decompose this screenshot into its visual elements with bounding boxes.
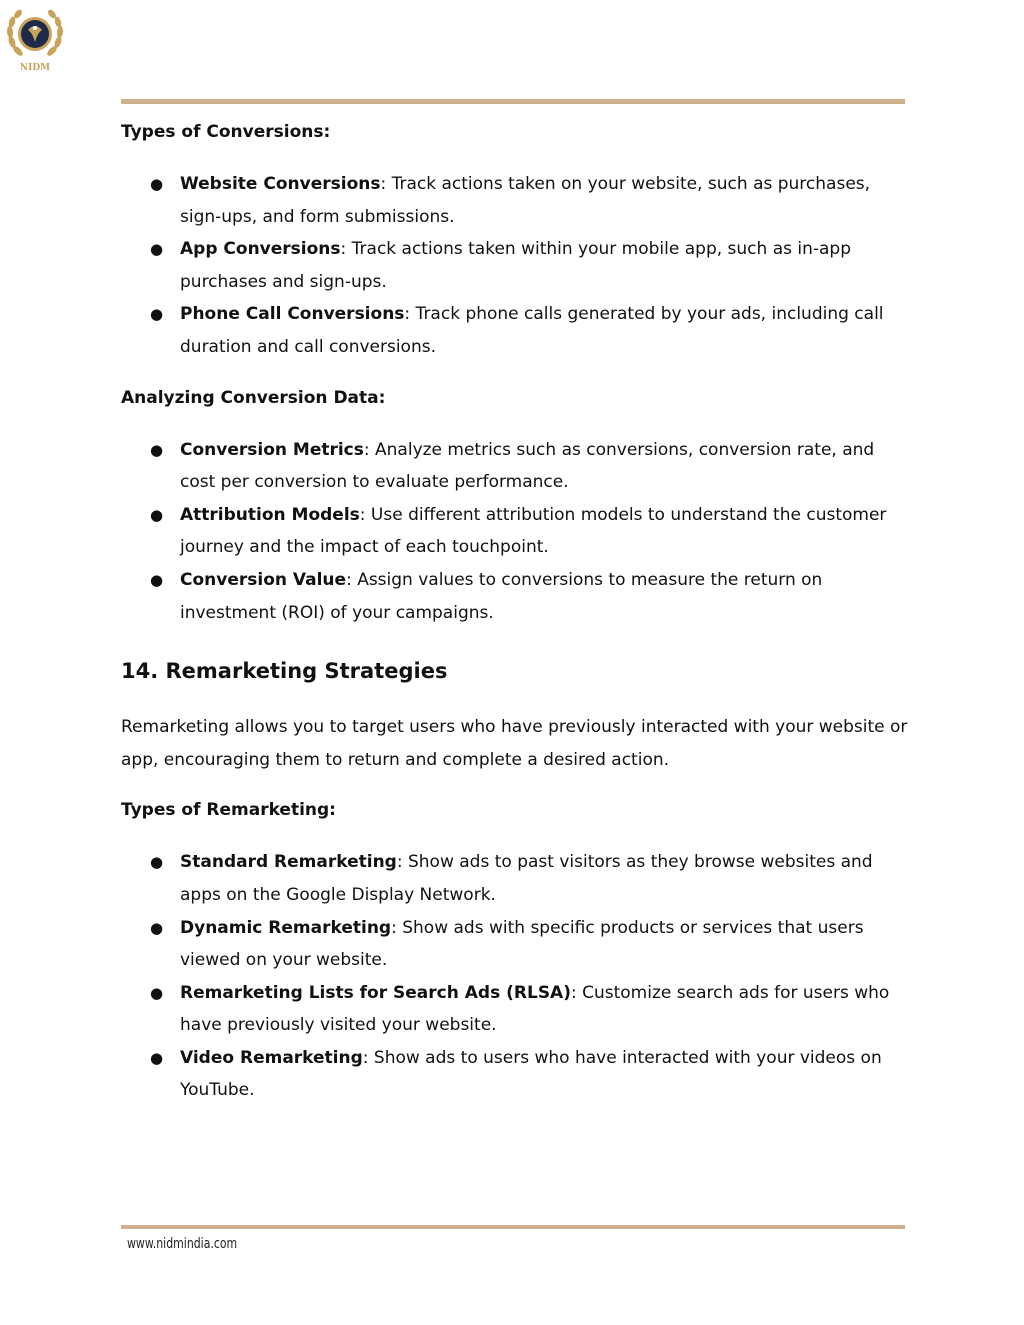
bullet-icon: ● [150,440,164,459]
section-title-remarketing: 14. Remarketing Strategies [121,659,448,684]
list-item: ● Conversion Value: Assign values to conversions to measure the return on investment (ROI) of your campaigns. [121,564,911,629]
laurel-emblem-icon [6,8,64,74]
footer-website-url: www.nidmindia.com [127,1236,238,1252]
nidm-logo [6,8,64,74]
analyzing-list [121,434,911,630]
document-body [121,118,911,1107]
list-item: ● Website Conversions: Track actions taken on your website, such as purchases, sign-ups, and form submissions. [121,168,911,233]
bullet-icon: ● [150,1048,164,1067]
list-item: ● Video Remarketing: Show ads to users who have interacted with your videos on YouTube. [121,1042,911,1107]
bullet-icon: ● [150,983,164,1002]
bullet-icon: ● [150,570,164,589]
list-item: ● Standard Remarketing: Show ads to past visitors as they browse websites and apps on the Google Display Network. [121,846,911,911]
bullet-icon: ● [150,240,164,259]
bullet-icon: ● [150,505,164,524]
types-remarketing-heading: Types of Remarketing: [121,800,336,821]
list-item: ● Remarketing Lists for Search Ads (RLSA): Customize search ads for users who have previously visited your website. [121,977,911,1042]
bullet-icon: ● [150,853,164,872]
types-conversions-heading: Types of Conversions: [121,122,331,142]
list-item: ● App Conversions: Track actions taken within your mobile app, such as in-app purchases and sign-ups. [121,233,911,298]
remarketing-intro: Remarketing allows you to target users who have previously interacted with your website or app, encouraging them to return and complete a desired action. [121,717,908,770]
footer-divider [121,1225,905,1229]
svg-text:NIDM: NIDM [19,63,51,73]
list-item: ● Conversion Metrics: Analyze metrics such as conversions, conversion rate, and cost per conversion to evaluate performance. [121,434,911,499]
list-item: ● Phone Call Conversions: Track phone calls generated by your ads, including call duration and call conversions. [121,298,911,363]
analyzing-heading: Analyzing Conversion Data: [121,387,386,408]
list-item: ● Dynamic Remarketing: Show ads with specific products or services that users viewed on your website. [121,912,911,977]
types-remarketing-list [121,846,911,1107]
bullet-icon: ● [150,918,164,937]
header-divider [121,99,905,104]
bullet-icon: ● [150,305,164,324]
list-item: ● Attribution Models: Use different attribution models to understand the customer journey and the impact of each touchpoint. [121,499,911,564]
bullet-icon: ● [150,175,164,193]
types-conversions-list [121,168,911,364]
